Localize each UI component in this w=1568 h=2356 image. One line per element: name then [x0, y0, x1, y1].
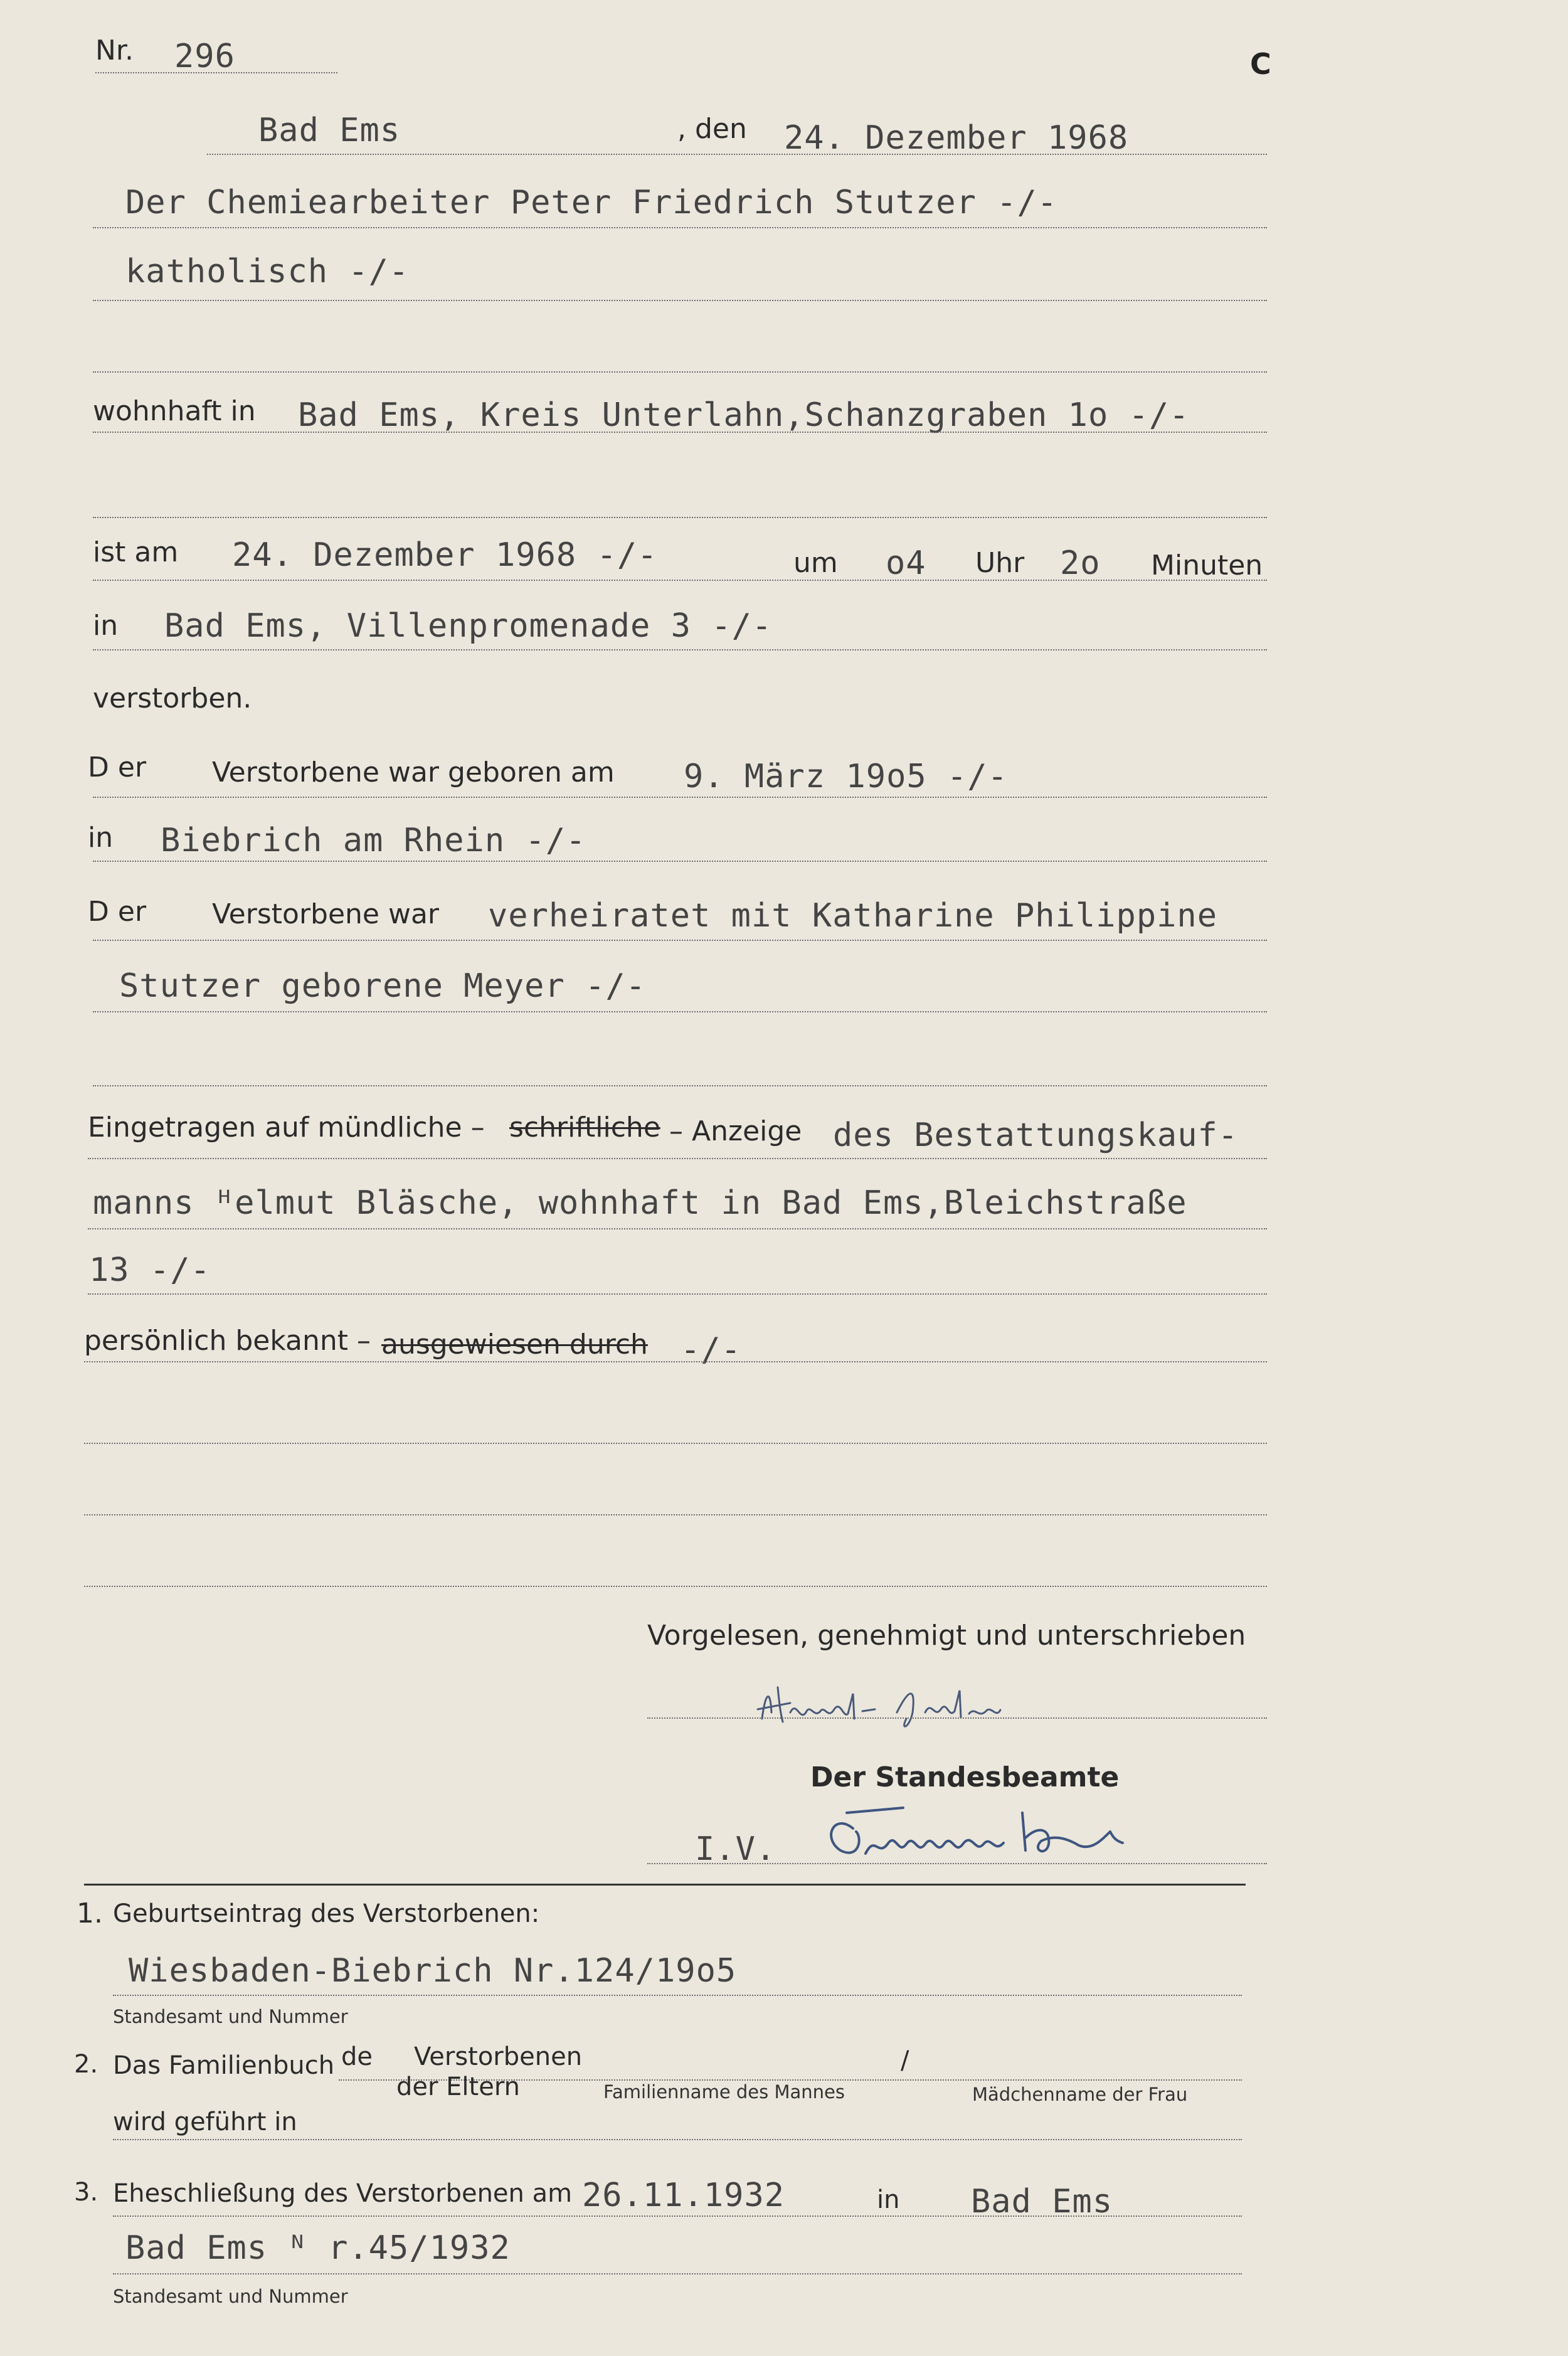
birth-der-label: D er	[88, 751, 147, 783]
um-label: um	[793, 547, 838, 579]
read-approved-text: Vorgelesen, genehmigt und unterschrieben	[647, 1620, 1246, 1652]
marriage-der-label: D er	[88, 896, 147, 928]
wife-maiden-name-label: Mädchenname der Frau	[972, 2084, 1188, 2105]
death-place: Bad Ems, Villenpromenade 3 -/-	[164, 607, 773, 645]
blank-rule-3	[93, 1085, 1267, 1086]
wohnhaft-rule	[93, 432, 1267, 433]
place-value: Bad Ems	[258, 112, 401, 149]
entry-label-b: – Anzeige	[669, 1115, 802, 1147]
birth-entry-label: Geburtseintrag des Verstorbenen:	[113, 1899, 540, 1928]
death-date-rule	[93, 580, 1267, 581]
standesamt-label-3: Standesamt und Nummer	[113, 2286, 348, 2307]
known-label: persönlich bekannt –	[84, 1325, 371, 1357]
birth-in-label: in	[88, 822, 114, 854]
marriage-line-1-rule	[93, 940, 1267, 941]
marriage-text-label: Verstorbene war	[212, 898, 440, 930]
informant-signature	[753, 1675, 1079, 1744]
wohnhaft-value: Bad Ems, Kreis Unterlahn,Schanzgraben 1o -/-	[298, 396, 1190, 434]
verstorben-label: verstorben.	[93, 682, 252, 714]
blank-rule-5	[84, 1514, 1267, 1515]
marriage-entry-date: 26.11.1932	[582, 2177, 785, 2214]
minuten-label: Minuten	[1151, 549, 1263, 581]
entry-line-3: 13 -/-	[89, 1251, 211, 1289]
known-value: -/-	[681, 1331, 741, 1369]
person-line-2: katholisch -/-	[125, 253, 410, 290]
registrar-label: Der Standesbeamte	[810, 1761, 1120, 1793]
footer-num-1: 1.	[77, 1897, 103, 1929]
person-line-1: Der Chemiearbeiter Peter Friedrich Stutzer -/-	[125, 184, 1058, 221]
birth-date: 9. März 19o5 -/-	[684, 758, 1008, 795]
familienbuch-slash: /	[901, 2046, 909, 2075]
footer-num-3: 3.	[74, 2178, 98, 2207]
birth-place: Biebrich am Rhein -/-	[161, 822, 586, 859]
death-hour: o4	[886, 544, 926, 582]
familienbuch-label: Das Familienbuch	[113, 2051, 335, 2080]
standesamt-label-1: Standesamt und Nummer	[113, 2006, 348, 2027]
husband-name-label: Familienname des Mannes	[603, 2081, 845, 2103]
gefuehrt-label: wird geführt in	[113, 2108, 297, 2136]
blank-rule-2	[93, 517, 1267, 518]
entry-line-2-rule	[88, 1228, 1267, 1229]
marriage-entry-label: Eheschließung des Verstorbenen am	[113, 2179, 573, 2208]
marriage-in-label: in	[877, 2185, 900, 2214]
entry-line-2: manns ᴴelmut Bläsche, wohnhaft in Bad Ems,Bleichstraße	[93, 1184, 1187, 1222]
birth-entry-rule	[113, 1995, 1242, 1996]
marriage-registry-number: Bad Ems ᴺ r.45/1932	[125, 2229, 511, 2267]
iv-label: I.V.	[695, 1830, 776, 1868]
registrar-signature	[815, 1800, 1167, 1869]
de-label: de	[341, 2042, 373, 2071]
entry-line-1: des Bestattungskauf-	[833, 1117, 1239, 1154]
entry-line-3-rule	[88, 1293, 1267, 1295]
place-date-line	[207, 154, 1267, 155]
nr-line	[95, 72, 337, 73]
known-rule	[84, 1361, 1267, 1362]
den-label: , den	[677, 113, 747, 145]
footer-num-2: 2.	[74, 2050, 98, 2079]
register-date: 24. Dezember 1968	[784, 119, 1129, 157]
entry-line-1-rule	[88, 1158, 1267, 1159]
registrar-signature-rule	[647, 1863, 1267, 1864]
entry-label-a: Eingetragen auf mündliche –	[88, 1112, 485, 1144]
death-date: 24. Dezember 1968 -/-	[232, 536, 658, 574]
death-in-label: in	[93, 610, 119, 642]
verstorbenen-label: Verstorbenen	[414, 2042, 583, 2071]
blank-rule-4	[84, 1443, 1267, 1444]
nr-label: Nr.	[95, 34, 134, 66]
eltern-label: der Eltern	[396, 2072, 520, 2101]
ist-am-label: ist am	[93, 536, 179, 568]
blank-rule-6	[84, 1586, 1267, 1587]
footer-separator	[84, 1884, 1246, 1886]
nr-value: 296	[174, 38, 235, 75]
marriage-entry-rule	[113, 2215, 1242, 2217]
marriage-line-2-rule	[93, 1011, 1267, 1012]
person-line-1-rule	[93, 227, 1267, 228]
marriage-entry-place: Bad Ems	[971, 2183, 1113, 2221]
marriage-line-1: verheiratet mit Katharine Philippine	[488, 897, 1218, 935]
birth-entry-value: Wiesbaden-Biebrich Nr.124/19o5	[129, 1952, 737, 1990]
birth-date-rule	[93, 797, 1267, 798]
known-struck: ausgewiesen durch	[381, 1329, 648, 1361]
marriage-registry-rule	[113, 2273, 1242, 2274]
wohnhaft-label: wohnhaft in	[93, 395, 256, 427]
death-minute: 2o	[1060, 544, 1101, 582]
birth-text-label: Verstorbene war geboren am	[212, 756, 615, 788]
birth-place-rule	[93, 861, 1267, 862]
uhr-label: Uhr	[975, 547, 1025, 579]
blank-rule-1	[93, 371, 1267, 373]
marriage-line-2: Stutzer geborene Meyer -/-	[119, 967, 646, 1005]
person-line-2-rule	[93, 300, 1267, 301]
gefuehrt-rule	[113, 2139, 1242, 2140]
informant-signature-rule	[647, 1717, 1267, 1719]
entry-label-struck: schriftliche	[509, 1112, 660, 1144]
corner-mark: C	[1250, 47, 1271, 81]
death-place-rule	[93, 649, 1267, 650]
